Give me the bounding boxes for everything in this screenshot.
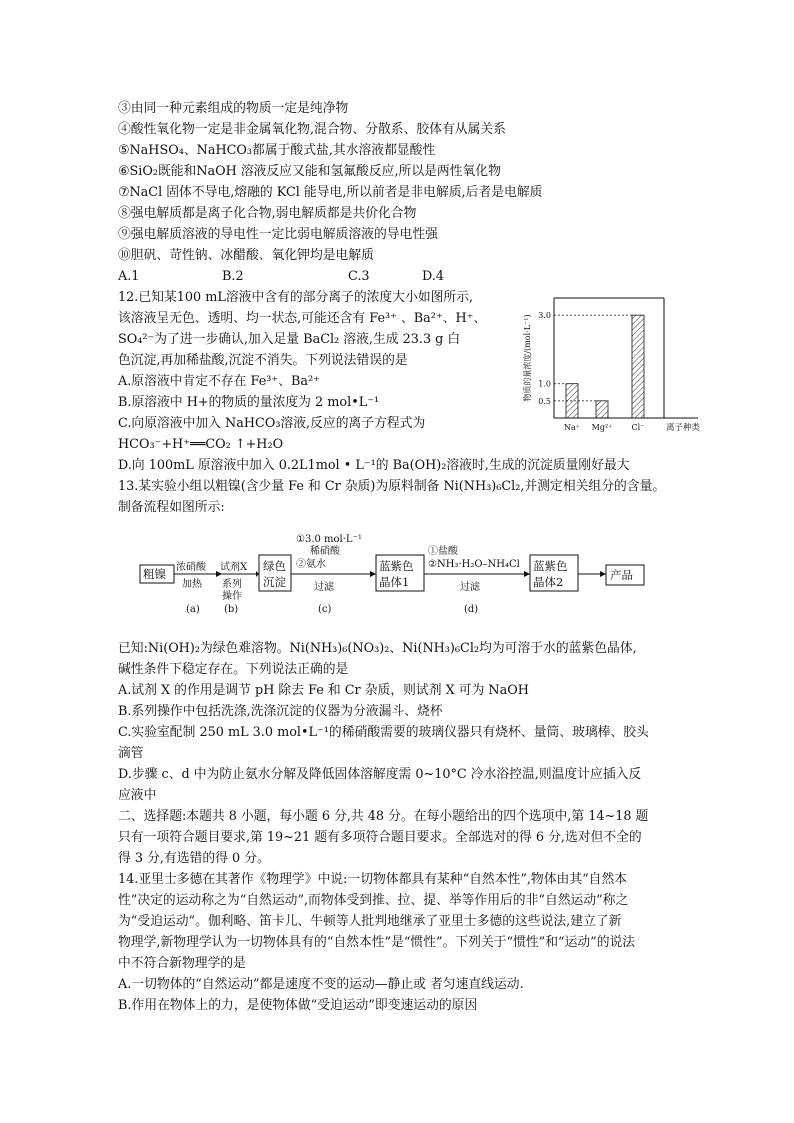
flow-label-crystal1-b: 晶体1 (379, 575, 410, 589)
q14-line-5: 中不符合新物理学的是 (118, 956, 246, 971)
q12-option-a: A.原溶液中肯定不存在 Fe³⁺、Ba²⁺ (118, 374, 320, 389)
statement-5: ⑤NaHSO₄、NaHCO₃都属于酸式盐,其水溶液都显酸性 (118, 143, 436, 158)
flow-b-tag: (b) (224, 604, 239, 615)
x-tick-label: Mg²⁺ (591, 423, 613, 432)
preparation-flow-diagram (138, 534, 658, 620)
section-2-line-3: 得 3 分,有选错的得 0 分。 (118, 851, 270, 866)
flow-c-top-3: ②氨水 (296, 559, 326, 570)
flow-label-crystal2-b: 晶体2 (533, 575, 564, 589)
q13-option-d: D.步骤 c、d 中为防止氨水分解及降低固体溶解度需 0~10°C 冷水浴控温,则温度计应插入反 (118, 767, 642, 782)
flow-c-tag: (c) (318, 604, 332, 615)
q13-known-2: 碱性条件下稳定存在。下列说法正确的是 (118, 662, 349, 677)
flow-label-product: 产品 (610, 568, 633, 582)
q11-option-b: B.2 (222, 269, 244, 284)
q12-equation: HCO₃⁻+H⁺══CO₂ ↑+H₂O (118, 437, 284, 452)
arrowhead-icon (524, 571, 530, 577)
flow-b-top: 试剂X (220, 562, 248, 573)
statement-3: ③由同一种元素组成的物质一定是纯净物 (118, 101, 349, 116)
flow-d-top-1: ①盐酸 (428, 546, 458, 557)
flow-c-bottom: 过滤 (314, 582, 334, 593)
q11-options (118, 266, 444, 287)
q11-option-c: C.3 (348, 269, 370, 284)
y-tick-label: 0.5 (538, 396, 551, 406)
statement-6: ⑥SiO₂既能和NaOH 溶液反应又能和氢氟酸反应,所以是两性氧化物 (118, 164, 501, 179)
q14-option-b: B.作用在物体上的力，是使物体做“受迫运动”即变速运动的原因 (118, 998, 478, 1013)
y-tick-label: 1.0 (538, 379, 551, 389)
q11-option-d: D.4 (422, 269, 445, 284)
flow-label-green-2: 沉淀 (263, 575, 286, 589)
q14-line-1: 14.亚里士多德在其著作《物理学》中说:一切物体都具有某种“自然本性”,物体由其“自然本 (118, 872, 628, 887)
y-tick-label: 3.0 (538, 311, 551, 321)
ion-concentration-chart (508, 290, 708, 440)
q12-line-4: 色沉淀,再加稀盐酸,沉淀不消失。下列说法错误的是 (118, 353, 408, 368)
section-2-heading: 二、选择题:本题共 8 小题，每小题 6 分,共 48 分。在每小题给出的四个选项中,第 14~18 题 (118, 809, 649, 824)
q14-line-4: 物理学,新物理学认为一切物体具有的“自然本性”是“惯性”。下列关于“惯性”和“运动”的说法 (118, 935, 636, 950)
flow-label-crystal1-a: 蓝紫色 (379, 559, 414, 573)
q11-option-a: A.1 (118, 269, 140, 284)
y-axis-title: 物质的量浓度/(mol·L⁻¹) (523, 314, 532, 402)
statement-9: ⑨强电解质溶液的导电性一定比弱电解质溶液的导电性强 (118, 227, 438, 242)
q13-option-c-2: 滴管 (118, 746, 144, 761)
statement-4: ④酸性氧化物一定是非金属氧化物,混合物、分散系、胶体有从属关系 (118, 122, 506, 137)
q14-option-a: A.一切物体的“自然运动”都是速度不变的运动—静止或 者匀速直线运动. (118, 977, 524, 992)
q12-option-c: C.向原溶液中加入 NaHCO₃溶液,反应的离子方程式为 (118, 416, 426, 431)
statement-8: ⑧强电解质都是离子化合物,弱电解质都是共价化合物 (118, 206, 417, 221)
flow-c-top-2: 稀硝酸 (310, 546, 340, 557)
flow-a-top: 浓硝酸 (176, 562, 206, 573)
q13-line-1: 13.某实验小组以粗镍(含少量 Fe 和 Cr 杂质)为原料制备 Ni(NH₃)₆Cl₂,并测定相关组分的含量。 (118, 479, 666, 494)
x-tick-label: Na⁺ (564, 423, 580, 432)
q14-line-2: 性”决定的运动称之为“自然运动”,而物体受到推、拉、提、举等作用后的非“自然运动”称之 (118, 893, 629, 908)
x-axis-title: 离子种类 (665, 423, 700, 433)
flow-d-bottom: 过滤 (460, 582, 480, 593)
flow-d-tag: (d) (464, 604, 479, 615)
flow-a-tag: (a) (186, 604, 200, 615)
flow-label-green-1: 绿色 (263, 559, 286, 573)
q12-option-b: B.原溶液中 H+的物质的量浓度为 2 mol•L⁻¹ (118, 395, 380, 410)
arrowhead-icon (600, 571, 606, 577)
arrowhead-icon (370, 571, 376, 577)
statement-10: ⑩胆矾、苛性钠、冰醋酸、氧化钾均是电解质 (118, 248, 374, 263)
q13-line-2: 制备流程如图所示: (118, 500, 225, 515)
q13-option-c: C.实验室配制 250 mL 3.0 mol•L⁻¹的稀硝酸需要的玻璃仪器只有烧杯、量筒、玻璃棒、胶头 (118, 725, 649, 740)
q12-line-3: SO₄²⁻为了进一步确认,加入足量 BaCl₂ 溶液,生成 23.3 g 白 (118, 332, 461, 347)
flow-b-bottom-1: 系列 (222, 579, 242, 590)
flow-c-top-1: ①3.0 mol·L⁻¹ (296, 534, 362, 545)
statement-7: ⑦NaCl 固体不导电,熔融的 KCl 能导电,所以前者是非电解质,后者是电解质 (118, 185, 543, 200)
bar-2 (596, 401, 608, 418)
q14-line-3: 为“受迫运动”。伽利略、笛卡儿、牛顿等人批判地继承了亚里士多德的这些说法,建立了新 (118, 914, 622, 929)
q12-option-d: D.向 100mL 原溶液中加入 0.2L1mol • L⁻¹的 Ba(OH)₂溶液时,生成的沉淀质量刚好最大 (118, 458, 630, 473)
flow-label-crystal2-a: 蓝紫色 (533, 559, 568, 573)
q13-option-d-2: 应液中 (118, 788, 157, 803)
q13-option-b: B.系列操作中包括洗涤,洗涤沉淀的仪器为分液漏斗、烧杯 (118, 704, 443, 719)
flow-a-bottom: 加热 (182, 579, 202, 590)
x-tick-label: Cl⁻ (631, 423, 645, 432)
section-2-line-2: 只有一项符合题目要求,第 19~21 题有多项符合题目要求。全部选对的得 6 分,选对但不全的 (118, 830, 642, 845)
bar-3 (632, 315, 644, 418)
q13-known: 已知:Ni(OH)₂为绿色难溶物。Ni(NH₃)₆(NO₃)₂、Ni(NH₃)₆Cl₂均为可溶于水的蓝紫色晶体, (118, 641, 637, 656)
q12-line-2: 该溶液呈无色、透明、均一状态,可能还含有 Fe³⁺ 、Ba²⁺、H⁺、 (118, 311, 487, 326)
q13-option-a: A.试剂 X 的作用是调节 pH 除去 Fe 和 Cr 杂质，则试剂 X 可为 NaOH (118, 683, 529, 698)
q12-line-1: 12.已知某100 mL溶液中含有的部分离子的浓度大小如图所示, (118, 290, 474, 305)
flow-b-bottom-2: 操作 (222, 591, 242, 602)
flow-d-top-2: ②NH₃·H₂O–NH₄Cl (428, 559, 520, 570)
flow-label-crude-nickel: 粗镍 (143, 567, 166, 581)
